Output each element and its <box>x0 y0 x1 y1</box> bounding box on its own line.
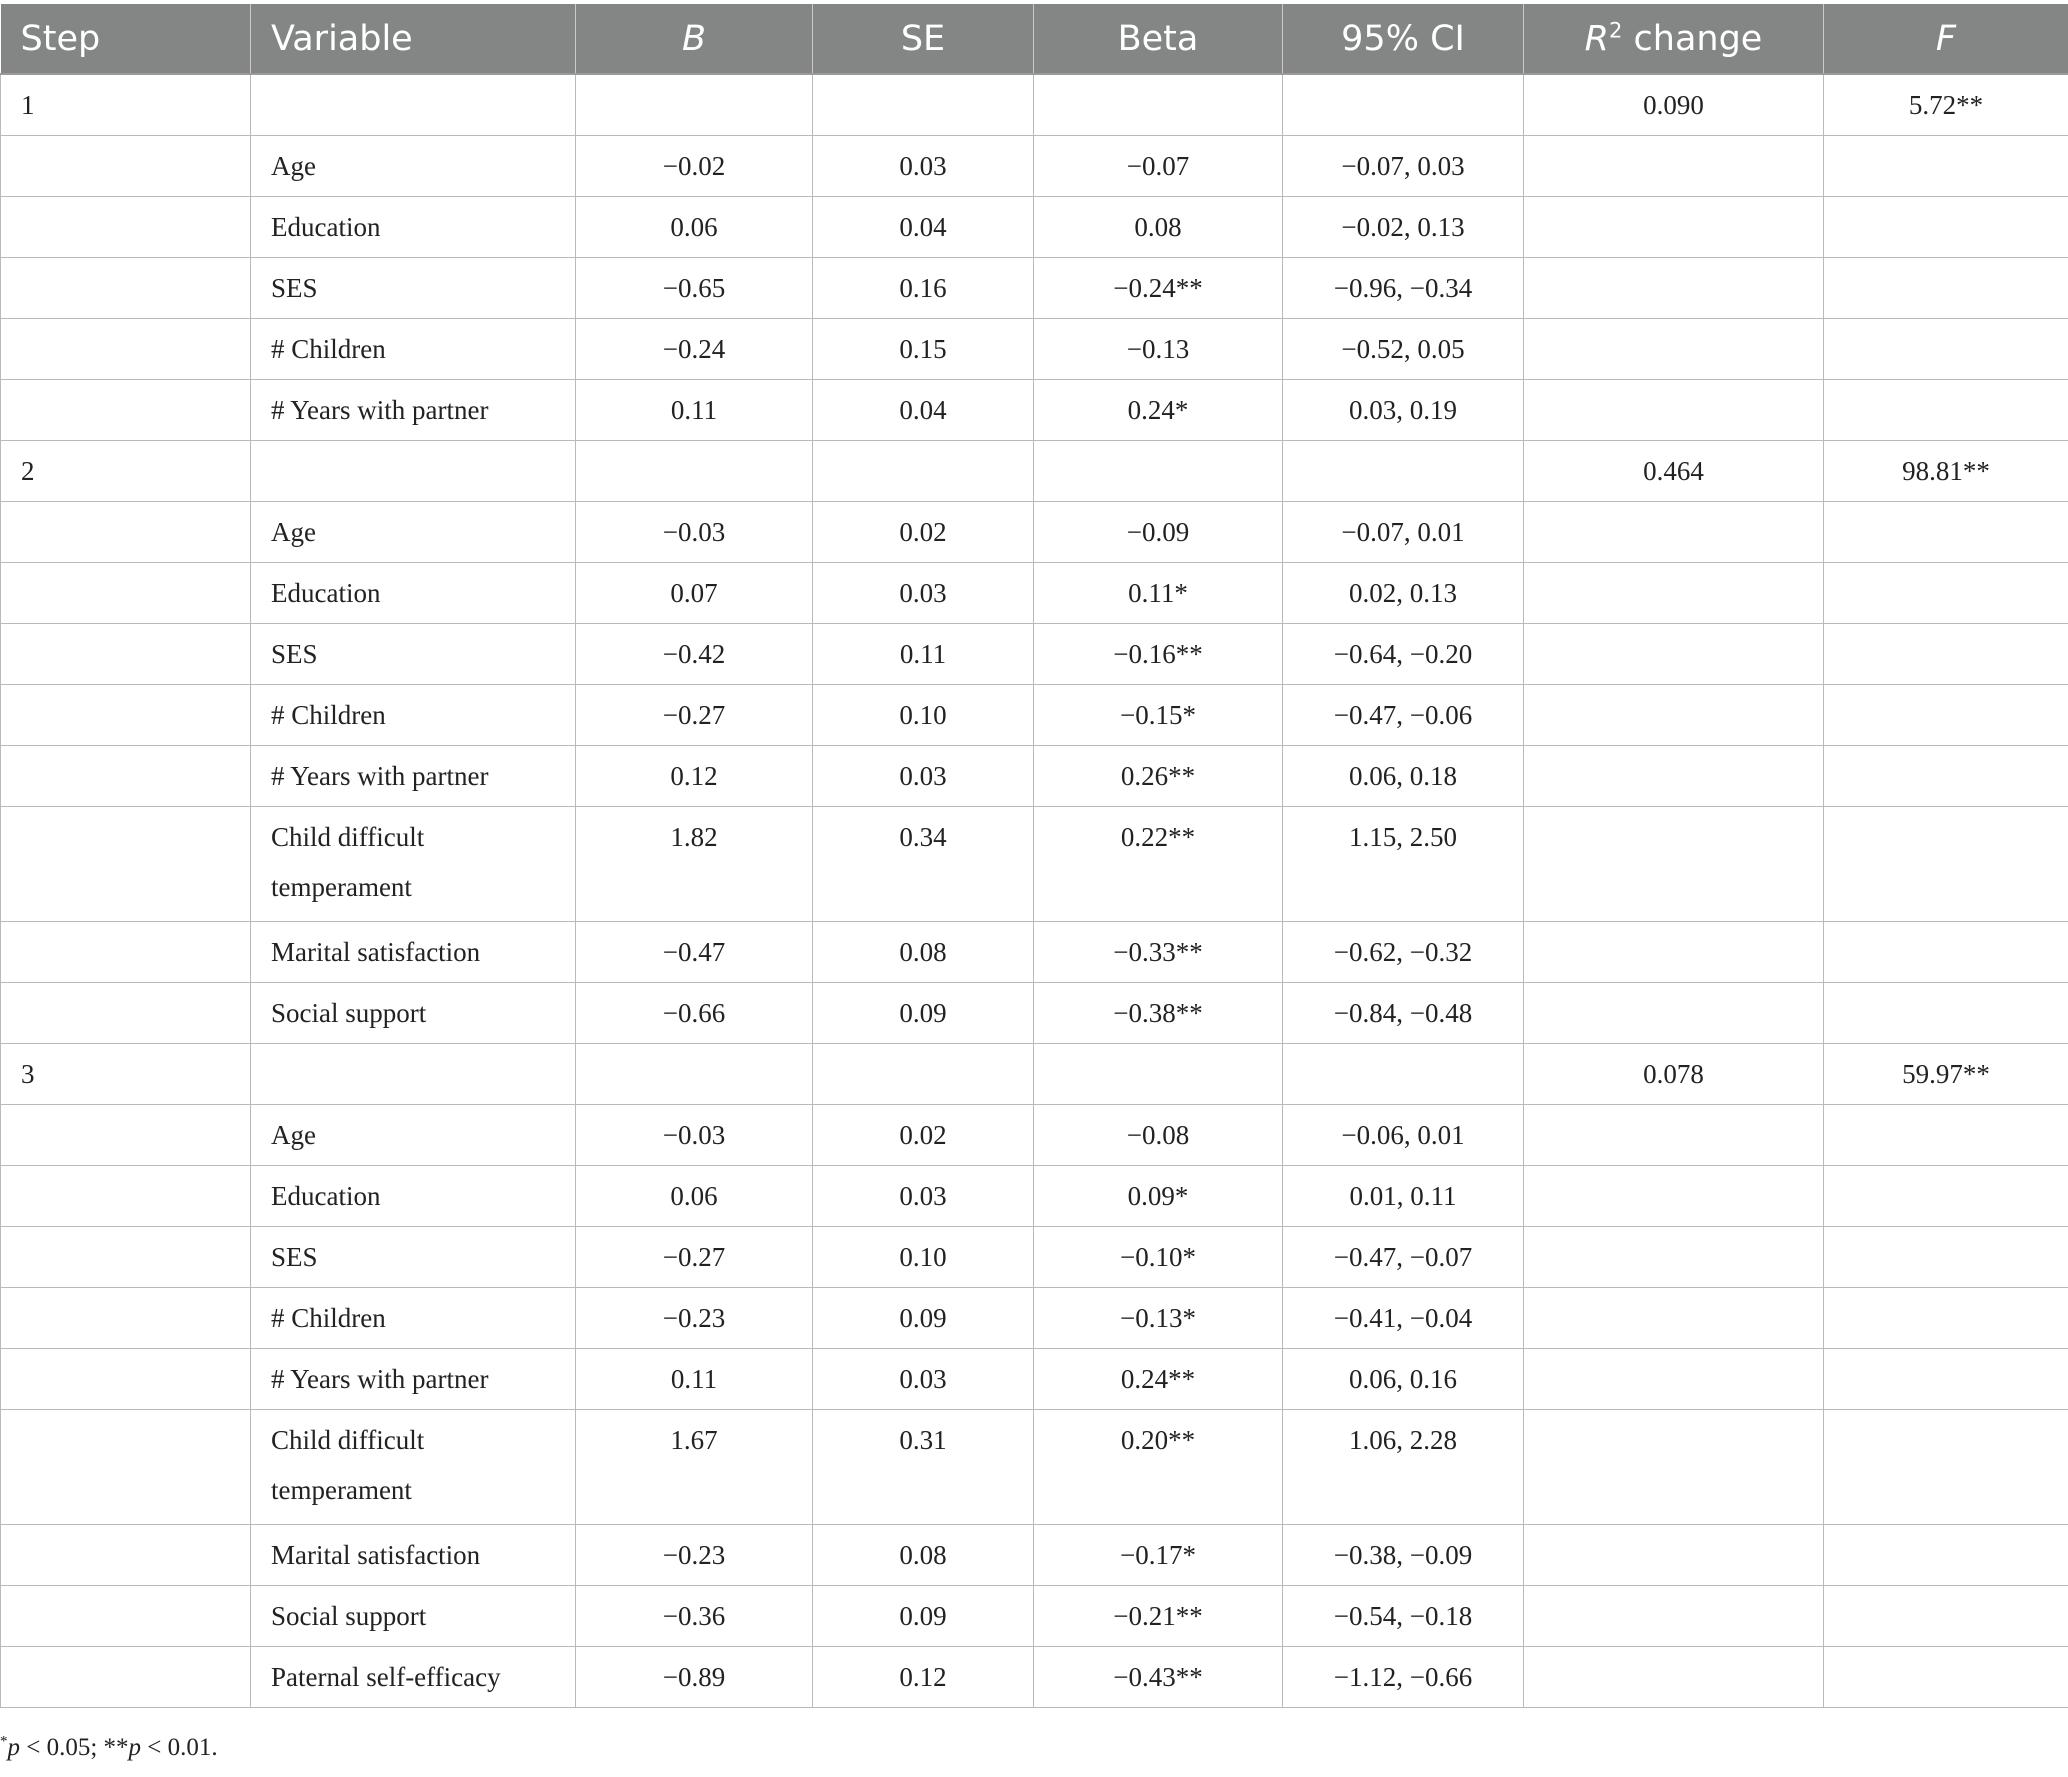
cell-b: −0.65 <box>576 258 813 319</box>
footnote-text1: < 0.05; ** <box>20 1734 129 1761</box>
cell-ci: 1.06, 2.28 <box>1283 1410 1524 1525</box>
cell-variable: Child difficult temperament <box>251 807 576 922</box>
cell-b: 0.11 <box>576 1349 813 1410</box>
header-beta: Beta <box>1034 4 1283 74</box>
cell-ci: −0.62, −0.32 <box>1283 922 1524 983</box>
cell-f <box>1824 1410 2068 1525</box>
cell-r2-change <box>1524 1288 1824 1349</box>
cell-r2-change <box>1524 1166 1824 1227</box>
cell-se: 0.11 <box>813 624 1034 685</box>
cell-beta: 0.20** <box>1034 1410 1283 1525</box>
cell-f <box>1824 624 2068 685</box>
table-row <box>1 136 2068 197</box>
table-header <box>1 4 2068 74</box>
cell-variable <box>251 74 576 136</box>
cell-ci: −1.12, −0.66 <box>1283 1647 1524 1708</box>
cell-beta: 0.08 <box>1034 197 1283 258</box>
cell-r2-change <box>1524 1525 1824 1586</box>
cell-variable: Age <box>251 502 576 563</box>
cell-step <box>1 983 251 1044</box>
cell-step <box>1 807 251 922</box>
cell-step <box>1 685 251 746</box>
table-row <box>1 1349 2068 1410</box>
cell-variable: Marital satisfaction <box>251 922 576 983</box>
cell-ci: −0.47, −0.07 <box>1283 1227 1524 1288</box>
cell-beta: −0.33** <box>1034 922 1283 983</box>
cell-beta <box>1034 74 1283 136</box>
cell-f <box>1824 1105 2068 1166</box>
cell-step: 3 <box>1 1044 251 1105</box>
cell-ci <box>1283 441 1524 502</box>
cell-f <box>1824 807 2068 922</box>
cell-ci: −0.06, 0.01 <box>1283 1105 1524 1166</box>
cell-f <box>1824 1349 2068 1410</box>
cell-step <box>1 1166 251 1227</box>
cell-ci: −0.52, 0.05 <box>1283 319 1524 380</box>
header-se: SE <box>813 4 1034 74</box>
table-row <box>1 258 2068 319</box>
cell-r2-change <box>1524 502 1824 563</box>
header-f: F <box>1824 4 2068 74</box>
cell-ci: 0.02, 0.13 <box>1283 563 1524 624</box>
cell-beta: −0.13 <box>1034 319 1283 380</box>
cell-se: 0.03 <box>813 563 1034 624</box>
cell-f <box>1824 136 2068 197</box>
cell-b: 0.11 <box>576 380 813 441</box>
cell-f <box>1824 380 2068 441</box>
cell-b <box>576 1044 813 1105</box>
footnote-text2: < 0.01. <box>141 1734 218 1761</box>
table-row <box>1 319 2068 380</box>
step-row <box>1 441 2068 502</box>
cell-step <box>1 197 251 258</box>
cell-step: 2 <box>1 441 251 502</box>
table-row <box>1 1166 2068 1227</box>
cell-step <box>1 1586 251 1647</box>
cell-b: 0.07 <box>576 563 813 624</box>
footnote-star: * <box>0 1733 8 1750</box>
cell-f <box>1824 1647 2068 1708</box>
cell-beta: 0.24** <box>1034 1349 1283 1410</box>
cell-f <box>1824 258 2068 319</box>
cell-f <box>1824 319 2068 380</box>
cell-variable: # Children <box>251 319 576 380</box>
cell-variable: Marital satisfaction <box>251 1525 576 1586</box>
footnote-p2: p <box>128 1734 142 1761</box>
cell-step <box>1 258 251 319</box>
cell-beta: −0.13* <box>1034 1288 1283 1349</box>
cell-r2-change: 0.078 <box>1524 1044 1824 1105</box>
cell-step <box>1 1410 251 1525</box>
table-row <box>1 1410 2068 1525</box>
table-row <box>1 922 2068 983</box>
cell-se: 0.02 <box>813 502 1034 563</box>
cell-r2-change <box>1524 624 1824 685</box>
cell-r2-change <box>1524 685 1824 746</box>
cell-f <box>1824 1288 2068 1349</box>
cell-b: −0.03 <box>576 502 813 563</box>
cell-f <box>1824 197 2068 258</box>
cell-variable: Age <box>251 136 576 197</box>
cell-variable: # Children <box>251 1288 576 1349</box>
cell-r2-change <box>1524 136 1824 197</box>
cell-variable: # Years with partner <box>251 746 576 807</box>
cell-f <box>1824 685 2068 746</box>
cell-beta: 0.11* <box>1034 563 1283 624</box>
table-row <box>1 1525 2068 1586</box>
cell-variable: Paternal self-efficacy <box>251 1647 576 1708</box>
cell-beta: −0.24** <box>1034 258 1283 319</box>
header-row <box>1 4 2068 74</box>
cell-beta: 0.26** <box>1034 746 1283 807</box>
cell-se: 0.03 <box>813 1349 1034 1410</box>
cell-se: 0.12 <box>813 1647 1034 1708</box>
cell-step <box>1 380 251 441</box>
cell-b: −0.89 <box>576 1647 813 1708</box>
header-step: Step <box>1 4 251 74</box>
cell-b: −0.03 <box>576 1105 813 1166</box>
cell-ci: −0.41, −0.04 <box>1283 1288 1524 1349</box>
cell-beta: 0.24* <box>1034 380 1283 441</box>
cell-b: −0.23 <box>576 1525 813 1586</box>
cell-r2-change <box>1524 746 1824 807</box>
cell-step <box>1 319 251 380</box>
table-row <box>1 197 2068 258</box>
cell-f <box>1824 746 2068 807</box>
cell-se: 0.08 <box>813 1525 1034 1586</box>
cell-b <box>576 441 813 502</box>
table-footnote <box>0 1734 2068 1762</box>
table-row <box>1 502 2068 563</box>
table-row <box>1 685 2068 746</box>
cell-variable: SES <box>251 1227 576 1288</box>
cell-ci: −0.47, −0.06 <box>1283 685 1524 746</box>
cell-variable: SES <box>251 258 576 319</box>
cell-b: 0.06 <box>576 1166 813 1227</box>
cell-f <box>1824 1586 2068 1647</box>
cell-beta <box>1034 441 1283 502</box>
cell-beta <box>1034 1044 1283 1105</box>
cell-se <box>813 441 1034 502</box>
cell-beta: −0.17* <box>1034 1525 1283 1586</box>
cell-step <box>1 1105 251 1166</box>
cell-b: −0.42 <box>576 624 813 685</box>
table-row <box>1 1105 2068 1166</box>
cell-beta: −0.16** <box>1034 624 1283 685</box>
table-row <box>1 1288 2068 1349</box>
cell-se: 0.10 <box>813 685 1034 746</box>
cell-r2-change <box>1524 983 1824 1044</box>
cell-ci: 0.03, 0.19 <box>1283 380 1524 441</box>
header-variable: Variable <box>251 4 576 74</box>
cell-step <box>1 1525 251 1586</box>
regression-table <box>0 4 2068 1708</box>
cell-f <box>1824 502 2068 563</box>
header-r2-change-label: change <box>1633 18 1763 59</box>
cell-f: 98.81** <box>1824 441 2068 502</box>
table-row <box>1 1647 2068 1708</box>
cell-ci <box>1283 74 1524 136</box>
table-body <box>1 74 2068 1708</box>
cell-se: 0.09 <box>813 983 1034 1044</box>
cell-b: −0.02 <box>576 136 813 197</box>
cell-f <box>1824 1525 2068 1586</box>
cell-r2-change <box>1524 1349 1824 1410</box>
cell-r2-change: 0.464 <box>1524 441 1824 502</box>
cell-beta: −0.15* <box>1034 685 1283 746</box>
cell-se: 0.03 <box>813 746 1034 807</box>
cell-b: −0.66 <box>576 983 813 1044</box>
cell-beta: −0.10* <box>1034 1227 1283 1288</box>
cell-r2-change <box>1524 1410 1824 1525</box>
table-row <box>1 983 2068 1044</box>
cell-ci: 1.15, 2.50 <box>1283 807 1524 922</box>
table-row <box>1 624 2068 685</box>
header-r2-base: R <box>1584 18 1609 59</box>
table-row <box>1 1586 2068 1647</box>
cell-variable: # Children <box>251 685 576 746</box>
cell-r2-change <box>1524 197 1824 258</box>
cell-b: −0.47 <box>576 922 813 983</box>
step-row <box>1 74 2068 136</box>
cell-r2-change <box>1524 563 1824 624</box>
cell-se: 0.09 <box>813 1288 1034 1349</box>
cell-b: −0.27 <box>576 1227 813 1288</box>
cell-variable: Education <box>251 563 576 624</box>
cell-r2-change: 0.090 <box>1524 74 1824 136</box>
cell-b: 1.82 <box>576 807 813 922</box>
cell-ci: −0.84, −0.48 <box>1283 983 1524 1044</box>
header-r2-sup: 2 <box>1609 17 1623 42</box>
cell-variable: # Years with partner <box>251 380 576 441</box>
cell-step <box>1 624 251 685</box>
cell-step <box>1 922 251 983</box>
cell-r2-change <box>1524 380 1824 441</box>
table-row <box>1 563 2068 624</box>
cell-r2-change <box>1524 807 1824 922</box>
cell-r2-change <box>1524 1105 1824 1166</box>
cell-b: 1.67 <box>576 1410 813 1525</box>
cell-b <box>576 74 813 136</box>
cell-step <box>1 746 251 807</box>
cell-r2-change <box>1524 922 1824 983</box>
table-row <box>1 807 2068 922</box>
cell-beta: −0.43** <box>1034 1647 1283 1708</box>
cell-variable: Social support <box>251 983 576 1044</box>
cell-step <box>1 563 251 624</box>
header-ci: 95% CI <box>1283 4 1524 74</box>
table-row <box>1 1227 2068 1288</box>
cell-beta: −0.08 <box>1034 1105 1283 1166</box>
cell-beta: 0.09* <box>1034 1166 1283 1227</box>
cell-variable <box>251 1044 576 1105</box>
cell-b: −0.24 <box>576 319 813 380</box>
cell-ci: −0.07, 0.03 <box>1283 136 1524 197</box>
cell-step <box>1 1647 251 1708</box>
cell-step <box>1 1288 251 1349</box>
footnote-p1: p <box>7 1734 20 1761</box>
cell-beta: −0.38** <box>1034 983 1283 1044</box>
cell-variable: Education <box>251 1166 576 1227</box>
cell-se: 0.09 <box>813 1586 1034 1647</box>
cell-b: −0.27 <box>576 685 813 746</box>
cell-ci: −0.96, −0.34 <box>1283 258 1524 319</box>
cell-f <box>1824 1166 2068 1227</box>
header-b: B <box>576 4 813 74</box>
cell-beta: −0.07 <box>1034 136 1283 197</box>
cell-ci: −0.02, 0.13 <box>1283 197 1524 258</box>
cell-ci: −0.64, −0.20 <box>1283 624 1524 685</box>
cell-se: 0.34 <box>813 807 1034 922</box>
table-row <box>1 380 2068 441</box>
cell-r2-change <box>1524 319 1824 380</box>
cell-ci <box>1283 1044 1524 1105</box>
cell-se: 0.04 <box>813 197 1034 258</box>
header-r2-change <box>1524 4 1824 74</box>
cell-step <box>1 1349 251 1410</box>
cell-se: 0.31 <box>813 1410 1034 1525</box>
cell-se <box>813 74 1034 136</box>
cell-step <box>1 502 251 563</box>
cell-b: 0.12 <box>576 746 813 807</box>
cell-se: 0.15 <box>813 319 1034 380</box>
cell-variable: Child difficult temperament <box>251 1410 576 1525</box>
cell-f <box>1824 1227 2068 1288</box>
cell-b: −0.23 <box>576 1288 813 1349</box>
cell-r2-change <box>1524 1647 1824 1708</box>
cell-variable: SES <box>251 624 576 685</box>
cell-variable: # Years with partner <box>251 1349 576 1410</box>
cell-r2-change <box>1524 258 1824 319</box>
cell-ci: −0.07, 0.01 <box>1283 502 1524 563</box>
cell-se <box>813 1044 1034 1105</box>
cell-beta: −0.09 <box>1034 502 1283 563</box>
cell-b: −0.36 <box>576 1586 813 1647</box>
cell-se: 0.03 <box>813 136 1034 197</box>
cell-f: 59.97** <box>1824 1044 2068 1105</box>
cell-ci: −0.38, −0.09 <box>1283 1525 1524 1586</box>
cell-f <box>1824 983 2068 1044</box>
cell-f <box>1824 563 2068 624</box>
table-row <box>1 746 2068 807</box>
cell-variable: Education <box>251 197 576 258</box>
cell-se: 0.02 <box>813 1105 1034 1166</box>
cell-step <box>1 136 251 197</box>
cell-variable: Social support <box>251 1586 576 1647</box>
cell-ci: 0.01, 0.11 <box>1283 1166 1524 1227</box>
cell-ci: 0.06, 0.18 <box>1283 746 1524 807</box>
regression-table-container <box>0 4 2068 1708</box>
cell-variable <box>251 441 576 502</box>
cell-b: 0.06 <box>576 197 813 258</box>
step-row <box>1 1044 2068 1105</box>
cell-r2-change <box>1524 1227 1824 1288</box>
cell-se: 0.16 <box>813 258 1034 319</box>
cell-beta: 0.22** <box>1034 807 1283 922</box>
cell-se: 0.08 <box>813 922 1034 983</box>
cell-variable: Age <box>251 1105 576 1166</box>
cell-se: 0.03 <box>813 1166 1034 1227</box>
cell-step: 1 <box>1 74 251 136</box>
cell-r2-change <box>1524 1586 1824 1647</box>
cell-f: 5.72** <box>1824 74 2068 136</box>
cell-ci: −0.54, −0.18 <box>1283 1586 1524 1647</box>
cell-step <box>1 1227 251 1288</box>
cell-se: 0.10 <box>813 1227 1034 1288</box>
cell-beta: −0.21** <box>1034 1586 1283 1647</box>
cell-ci: 0.06, 0.16 <box>1283 1349 1524 1410</box>
cell-f <box>1824 922 2068 983</box>
cell-se: 0.04 <box>813 380 1034 441</box>
